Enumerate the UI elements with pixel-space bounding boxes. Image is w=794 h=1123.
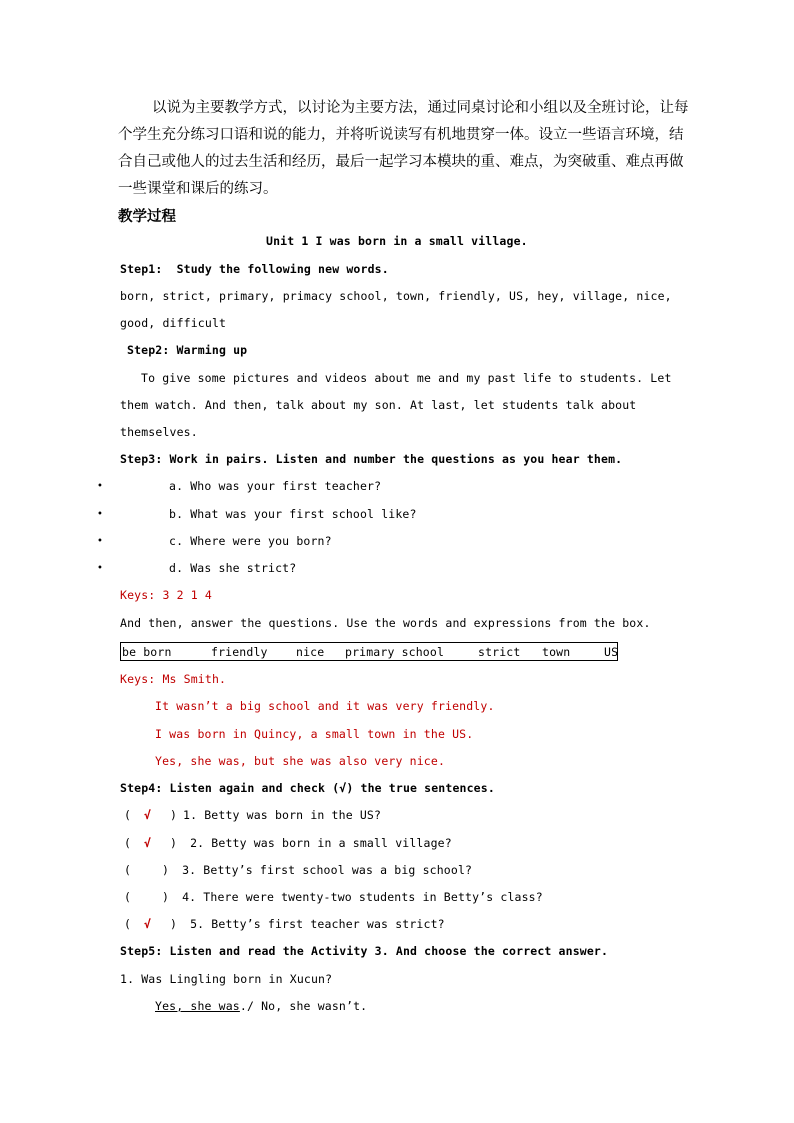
step5-heading: Step5: Listen and read the Activity 3. And choose the correct answer.: [120, 944, 609, 958]
step3-question-b: b. What was your first school like?: [169, 507, 417, 521]
close-paren: ): [170, 836, 178, 850]
step4-heading: Step4: Listen again and check (√) the true sentences.: [120, 781, 495, 795]
answer-1: It wasn’t a big school and it was very friendly.: [155, 699, 495, 713]
step3-question-c: c. Where were you born?: [169, 534, 332, 548]
bullet-icon: •: [97, 481, 103, 492]
checkmark-icon: √: [144, 917, 152, 931]
correct-answer: Yes, she was: [155, 999, 240, 1013]
step4-item-text: 5. Betty’s first teacher was strict?: [183, 917, 445, 931]
bullet-icon: •: [97, 509, 103, 520]
answer-3: Yes, she was, but she was also very nice.: [155, 754, 446, 768]
step2-heading: Step2: Warming up: [127, 343, 248, 357]
step4-item-text: 2. Betty was born in a small village?: [183, 836, 452, 850]
step2-text-line-1: To give some pictures and videos about me and my past life to students. Let: [141, 371, 672, 385]
open-paren: (: [124, 890, 132, 904]
bullet-icon: •: [97, 536, 103, 547]
close-paren: ): [162, 863, 170, 877]
close-paren: ): [170, 808, 178, 822]
close-paren: ): [162, 890, 170, 904]
section-title: 教学过程: [118, 208, 176, 225]
step4-item-text: 4. There were twenty-two students in Betty’s class?: [175, 890, 543, 904]
open-paren: (: [124, 836, 132, 850]
open-paren: (: [124, 808, 132, 822]
step5-question-1: 1. Was Lingling born in Xucun?: [120, 972, 333, 986]
answer-2: I was born in Quincy, a small town in the US.: [155, 727, 474, 741]
step4-item-text: 1. Betty was born in the US?: [183, 808, 382, 822]
step2-text-line-2: them watch. And then, talk about my son. At last, let students talk about: [120, 398, 637, 412]
checkmark-icon: √: [144, 836, 152, 850]
step3-heading: Step3: Work in pairs. Listen and number the questions as you hear them.: [120, 452, 623, 466]
intro-line-3: 合自己或他人的过去生活和经历，最后一起学习本模块的重、难点，为突破重、难点再做: [118, 154, 684, 170]
close-paren: ): [170, 917, 178, 931]
step3-followup: And then, answer the questions. Use the words and expressions from the box.: [120, 616, 651, 630]
step3-question-d: d. Was she strict?: [169, 561, 297, 575]
step1-words-line-2: good, difficult: [120, 316, 227, 330]
box-word: town: [542, 645, 571, 659]
step1-words-line-1: born, strict, primary, primacy school, town, friendly, US, hey, village, nice,: [120, 289, 672, 303]
intro-line-1: 以说为主要教学方式，以讨论为主要方法，通过同桌讨论和小组以及全班讨论，让每: [152, 100, 689, 116]
box-word: friendly: [211, 645, 268, 659]
open-paren: (: [124, 863, 132, 877]
step5-answer-1: [155, 999, 367, 1013]
intro-line-4: 一些课堂和课后的练习。: [118, 181, 278, 197]
box-word: US: [604, 645, 619, 659]
step3-keys: Keys: 3 2 1 4: [120, 588, 212, 602]
open-paren: (: [124, 917, 132, 931]
checkmark-icon: √: [144, 808, 152, 822]
answer-keys-label: Keys: Ms Smith.: [120, 672, 227, 686]
box-word: strict: [478, 645, 521, 659]
bullet-icon: •: [97, 563, 103, 574]
step1-heading: Step1: Study the following new words.: [120, 262, 389, 276]
step2-text-line-3: themselves.: [120, 425, 198, 439]
other-answer: ./ No, she wasn’t.: [239, 999, 368, 1013]
box-word: primary school: [345, 645, 445, 659]
intro-line-2: 个学生充分练习口语和说的能力，并将听说读写有机地贯穿一体。设立一些语言环境，结: [118, 127, 684, 143]
step4-item-text: 3. Betty’s first school was a big school?: [175, 863, 473, 877]
box-word: be born: [122, 645, 172, 659]
step3-question-a: a. Who was your first teacher?: [169, 479, 382, 493]
word-box: [120, 642, 618, 661]
unit-title: Unit 1 I was born in a small village.: [266, 234, 528, 248]
box-word: nice: [296, 645, 325, 659]
